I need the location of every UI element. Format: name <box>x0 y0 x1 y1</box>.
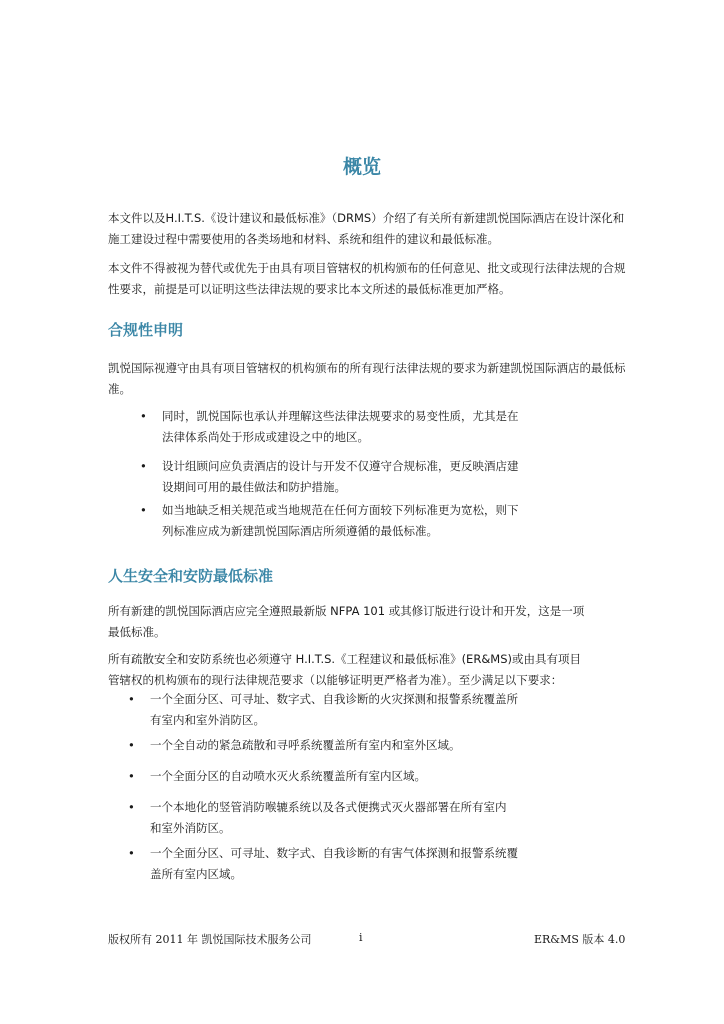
list-item-text: 如当地缺乏相关规范或当地规范在任何方面较下列标准更为宽松，则下 列标准应成为新建凯悦国际酒店所须遵循的最低标准。 <box>162 503 519 538</box>
list-item-text: 同时，凯悦国际也承认并理解这些法律法规要求的易变性质，尤其是在 法律体系尚处于形成或建设之中的地区。 <box>162 409 519 444</box>
footer-page-number: i <box>359 931 363 944</box>
list-item <box>128 689 588 731</box>
list-item <box>140 500 580 542</box>
list-item-text: 一个全面分区、可寻址、数字式、自我诊断的有害气体探测和报警系统覆 盖所有室内区域。 <box>150 846 518 881</box>
bullet-icon: • <box>140 503 147 517</box>
intro-paragraph-1: 本文件以及H.I.T.S.《设计建议和最低标准》（DRMS）介绍了有关所有新建凯悦国际酒店在设计深化和施工建设过程中需要使用的各类场地和材料、系统和组件的建议和最低标准。 <box>108 211 625 246</box>
compliance-heading: 合规性申明 <box>108 321 184 339</box>
safety-heading: 人生安全和安防最低标准 <box>108 567 274 585</box>
footer-copyright: 版权所有 2011 年 凯悦国际技术服务公司 <box>108 933 312 946</box>
bullet-icon: • <box>128 769 135 783</box>
bullet-icon: • <box>128 846 135 860</box>
list-item <box>140 406 580 448</box>
bullet-icon: • <box>140 409 147 423</box>
list-item-text: 一个全面分区的自动喷水灭火系统覆盖所有室内区域。 <box>150 769 426 783</box>
list-item <box>128 843 588 885</box>
bullet-icon: • <box>128 800 135 814</box>
list-item-text: 一个本地化的竖管消防喉辘系统以及各式便携式灭火器部署在所有室内 和室外消防区。 <box>150 800 507 835</box>
bullet-icon: • <box>128 738 135 752</box>
intro-paragraph-2: 本文件不得被视为替代或优先于由具有项目管辖权的机构颁布的任何意见、批文或现行法律法规的合规性要求，前提是可以证明这些法律法规的要求比本文所述的最低标准更加严格。 <box>108 261 626 296</box>
bullet-icon: • <box>128 692 135 706</box>
list-item <box>140 456 580 498</box>
safety-paragraph-1: 所有新建的凯悦国际酒店应完全遵照最新版 NFPA 101 或其修订版进行设计和开发，这是一项 最低标准。 <box>108 604 585 639</box>
bullet-icon: • <box>140 459 147 473</box>
list-item <box>128 735 588 757</box>
list-item <box>128 797 588 839</box>
list-item-text: 一个全面分区、可寻址、数字式、自我诊断的火灾探测和报警系统覆盖所 有室内和室外消防区。 <box>150 692 518 727</box>
page-title: 概览 <box>342 156 381 178</box>
list-item-text: 设计组顾问应负责酒店的设计与开发不仅遵守合规标准，更反映酒店建 设期间可用的最佳做法和防护措施。 <box>162 459 519 494</box>
list-item-text: 一个全自动的紧急疏散和寻呼系统覆盖所有室内和室外区域。 <box>150 738 461 752</box>
compliance-paragraph: 凯悦国际视遵守由具有项目管辖权的机构颁布的所有现行法律法规的要求为新建凯悦国际酒店的最低标准。 <box>108 361 626 396</box>
safety-paragraph-2: 所有疏散安全和安防系统也必须遵守 H.I.T.S.《工程建议和最低标准》(ER&MS)或由具有项目 管辖权的机构颁布的现行法律规范要求（以能够证明更严格者为准）。至少满足以下要求： <box>108 652 581 687</box>
list-item <box>128 766 588 788</box>
footer-version: ER&MS 版本 4.0 <box>534 933 626 946</box>
